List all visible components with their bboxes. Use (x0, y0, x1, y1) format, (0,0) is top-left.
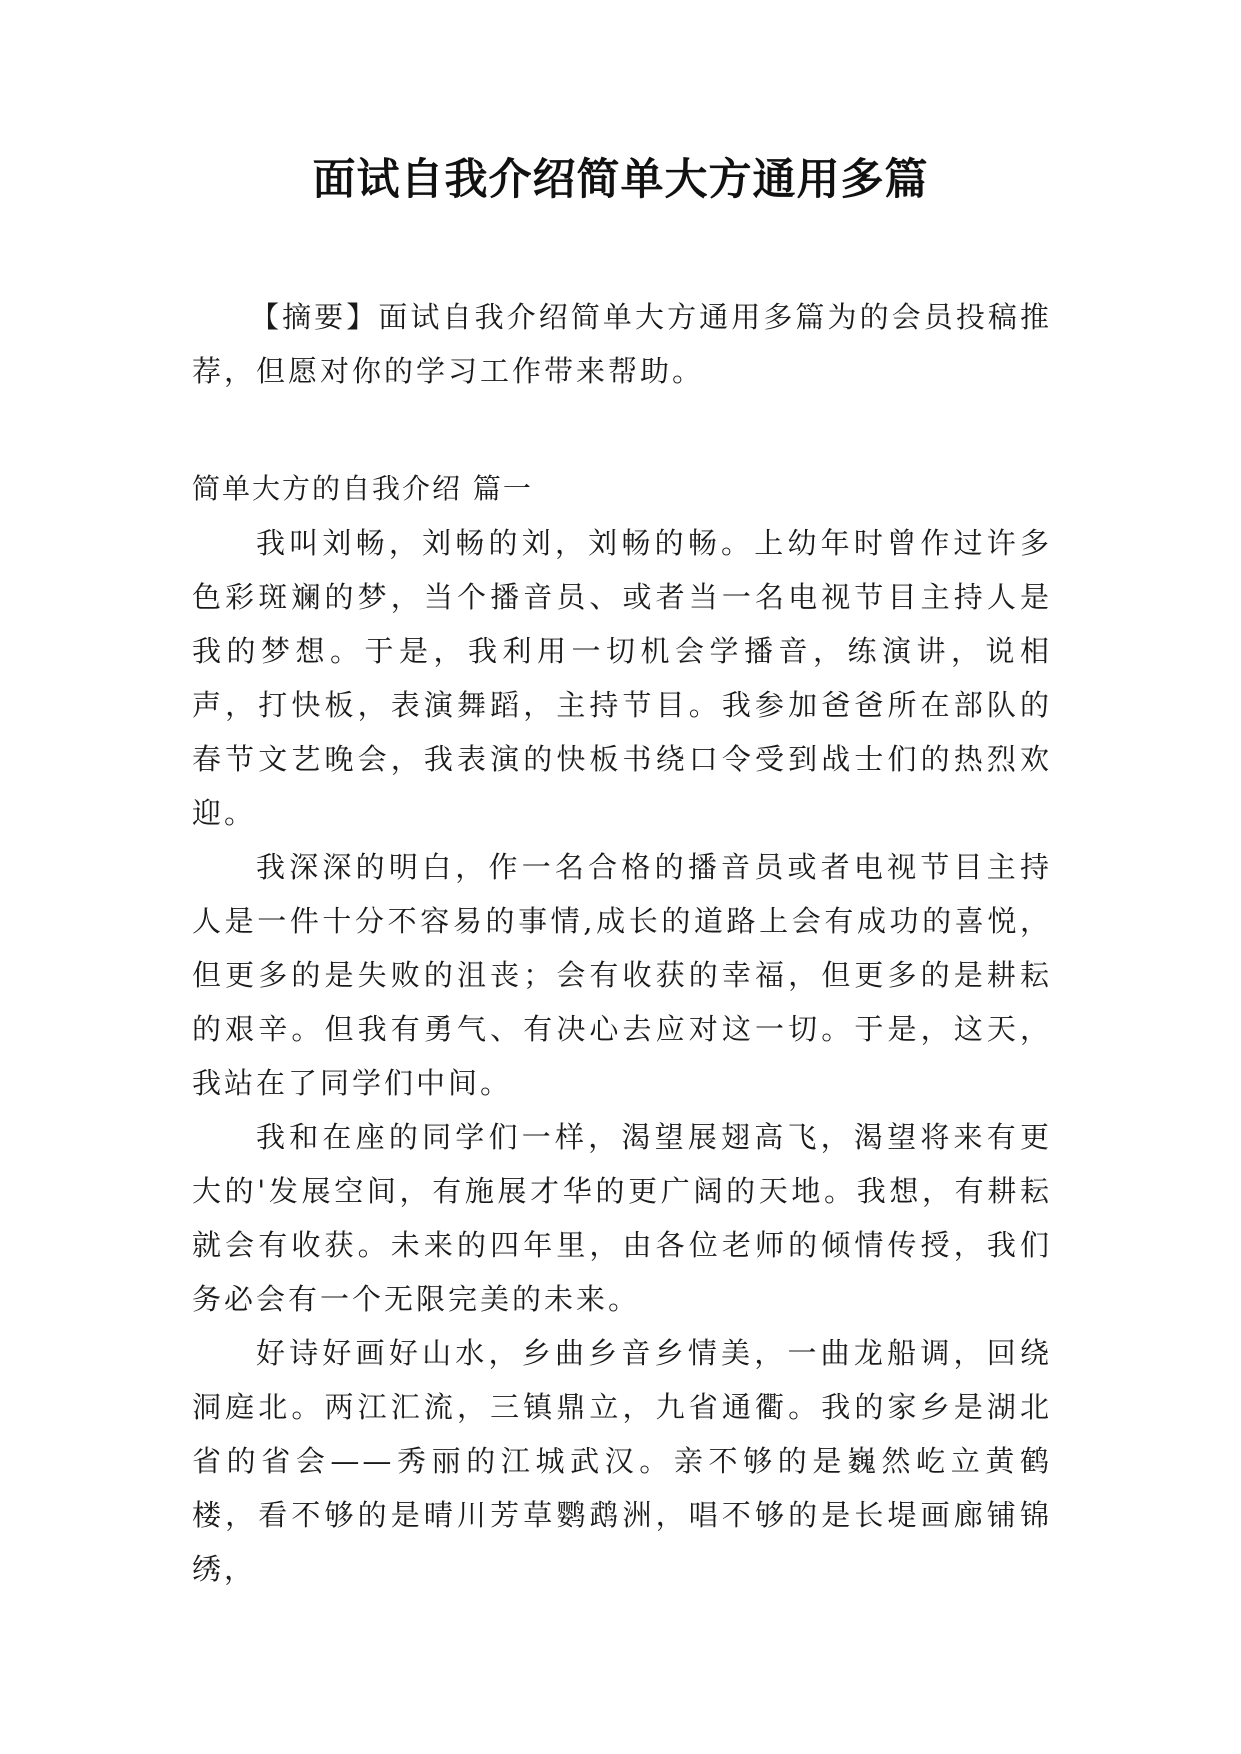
document-title: 面试自我介绍简单大方通用多篇 (312, 155, 929, 205)
body-paragraph-4: 好诗好画好山水，乡曲乡音乡情美，一曲龙船调，回绕洞庭北。两江汇流，三镇鼎立，九省通衢。我的家乡是湖北省的省会——秀丽的江城武汉。亲不够的是巍然屹立黄鹤楼，看不够的是晴川芳草鹦鹉洲，唱不够的是长堤画廊铺锦绣， (192, 1336, 1052, 1586)
abstract-paragraph: 【摘要】面试自我介绍简单大方通用多篇为的会员投稿推荐，但愿对你的学习工作带来帮助。 (192, 300, 1052, 388)
body-paragraph-1: 我叫刘畅，刘畅的刘，刘畅的畅。上幼年时曾作过许多色彩斑斓的梦，当个播音员、或者当一名电视节目主持人是我的梦想。于是，我利用一切机会学播音，练演讲，说相声，打快板，表演舞蹈，主持节目。我参加爸爸所在部队的春节文艺晚会，我表演的快板书绕口令受到战士们的热烈欢迎。 (192, 526, 1052, 830)
body-paragraph-2: 我深深的明白，作一名合格的播音员或者电视节目主持人是一件十分不容易的事情,成长的道路上会有成功的喜悦，但更多的是失败的沮丧；会有收获的幸福，但更多的是耕耘的艰辛。但我有勇气、有决心去应对这一切。于是，这天，我站在了同学们中间。 (192, 850, 1052, 1100)
section-heading: 简单大方的自我介绍 篇一 (192, 472, 533, 505)
section-body (192, 516, 1052, 1596)
body-paragraph-3: 我和在座的同学们一样，渴望展翅高飞，渴望将来有更大的'发展空间，有施展才华的更广阔的天地。我想，有耕耘就会有收获。未来的四年里，由各位老师的倾情传授，我们务必会有一个无限完美的未来。 (192, 1120, 1052, 1316)
